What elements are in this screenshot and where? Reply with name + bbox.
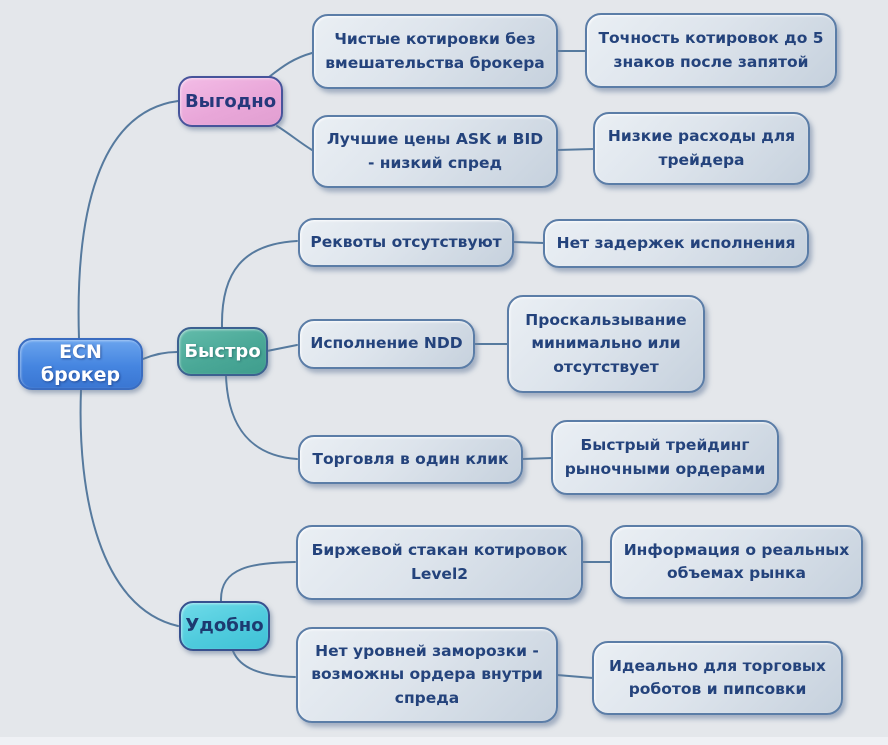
edge-bystro-f3 (226, 376, 297, 459)
edge-udobno-f2 (233, 651, 295, 677)
edge-bystro-f2 (267, 345, 297, 351)
feature-box-ndd-execution: Исполнение NDD (298, 319, 475, 369)
edge-f-b-5 (522, 458, 552, 459)
edge-f-b-2 (557, 149, 594, 150)
feature-box-no-requotes: Реквоты отсутствуют (298, 218, 514, 267)
feature-box-no-freeze-levels: Нет уровней заморозки - возможны ордера внутри спреда (296, 627, 558, 723)
branch-node-vygodno: Выгодно (178, 76, 283, 127)
feature-box-best-prices: Лучшие цены ASK и BID - низкий спред (312, 115, 558, 188)
edge-root-bystro (143, 352, 177, 359)
edge-bystro-f1 (222, 241, 297, 327)
edge-vygodno-f2 (277, 126, 312, 150)
benefit-box-low-costs: Низкие расходы для трейдера (593, 112, 810, 185)
benefit-box-fast-trading: Быстрый трейдинг рыночными ордерами (551, 420, 779, 495)
feature-box-clean-quotes: Чистые котировки без вмешательства брокера (312, 14, 558, 89)
benefit-box-no-delays: Нет задержек исполнения (543, 219, 809, 268)
edge-f-b-3 (513, 242, 544, 243)
feature-box-level2-depth: Биржевой стакан котировок Level2 (296, 525, 583, 600)
feature-box-one-click-trading: Торговля в один клик (298, 435, 523, 484)
benefit-box-real-volumes: Информация о реальных объемах рынка (610, 525, 863, 599)
branch-node-bystro: Быстро (177, 327, 268, 376)
benefit-box-robots-scalping: Идеально для торговых роботов и пипсовки (592, 641, 843, 715)
edge-vygodno-f1 (269, 53, 312, 77)
edge-udobno-f1 (221, 562, 295, 601)
edge-f-b-7 (557, 675, 593, 678)
edge-root-vygodno (79, 101, 178, 339)
benefit-box-quote-precision: Точность котировок до 5 знаков после запятой (585, 13, 837, 88)
root-node-ecn-broker: ECN брокер (18, 338, 143, 390)
benefit-box-minimal-slippage: Проскальзывание минимально или отсутствует (507, 295, 705, 393)
edge-root-udobno (81, 390, 178, 626)
branch-node-udobno: Удобно (179, 601, 270, 651)
